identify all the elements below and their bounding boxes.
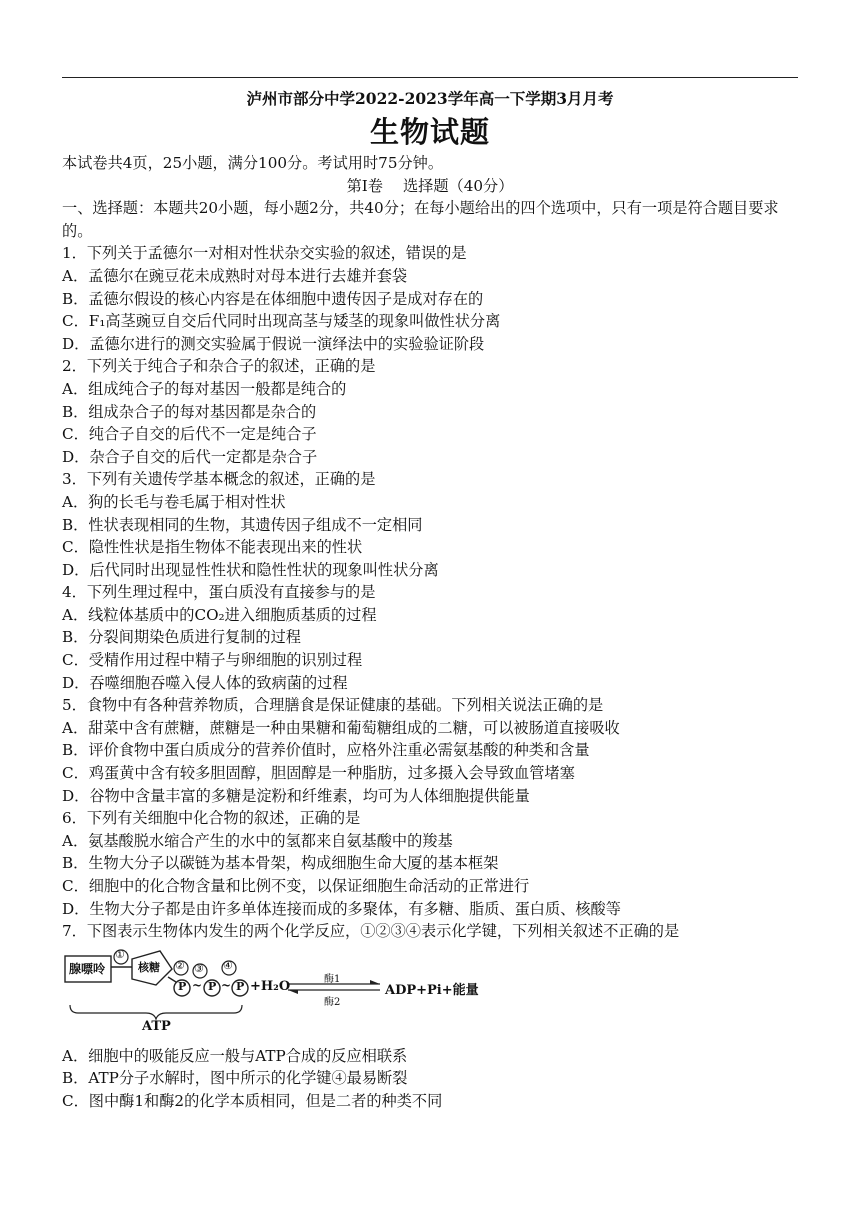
question-6-option-c: C．细胞中的化合物含量和比例不变，以保证细胞生命活动的正常进行	[62, 877, 530, 895]
atp-reaction-figure	[62, 947, 482, 1039]
ribose-label: 核糖	[138, 960, 160, 974]
bond-4-label: ④	[223, 958, 233, 972]
question-5-stem: 5．食物中有各种营养物质，合理膳食是保证健康的基础。下列相关说法正确的是	[62, 696, 604, 715]
atp-brace	[70, 1005, 242, 1019]
part-title: 第I卷 选择题（40分）	[346, 176, 514, 195]
question-2-option-b: B．组成杂合子的每对基因都是杂合的	[62, 402, 317, 421]
question-1-option-a: A．孟德尔在豌豆花未成熟时对母本进行去雄并套袋	[62, 266, 408, 285]
question-1-stem: 1．下列关于孟德尔一对相对性状杂交实验的叙述，错误的是	[62, 244, 467, 263]
question-1-option-c: C．F₁高茎豌豆自交后代同时出现高茎与矮茎的现象叫做性状分离	[62, 312, 501, 331]
question-6-option-a: A．氨基酸脱水缩合产生的水中的氢都来自氨基酸中的羧基	[62, 831, 453, 850]
bond-3-label: ③	[194, 961, 204, 975]
question-1-option-d: D．孟德尔进行的测交实验属于假说一演绎法中的实验验证阶段	[62, 334, 485, 353]
phosphate-bond-tilde-1: ~	[192, 977, 203, 992]
question-5-option-b: B．评价食物中蛋白质成分的营养价值时，应格外注重必需氨基酸的种类和含量	[62, 741, 590, 760]
school-line: 泸州市部分中学2022-2023学年高一下学期3月月考	[246, 89, 614, 108]
phosphate-1-label: P	[178, 979, 187, 993]
question-1-option-b: B．孟德尔假设的核心内容是在体细胞中遗传因子是成对存在的	[62, 289, 484, 308]
ribose-phosphate-link	[168, 977, 176, 982]
question-5-option-c: C．鸡蛋黄中含有较多胆固醇，胆固醇是一种脂肪，过多摄入会导致血管堵塞	[62, 764, 575, 783]
question-3-option-c: C．隐性性状是指生物体不能表现出来的性状	[62, 538, 363, 557]
question-4-option-a: A．线粒体基质中的CO₂进入细胞质基质的过程	[62, 605, 377, 624]
enzyme-1-label: 酶1	[324, 973, 341, 985]
water-label: +H₂O	[250, 978, 291, 994]
question-5-option-d: D．谷物中含量丰富的多糖是淀粉和纤维素，均可为人体细胞提供能量	[62, 786, 530, 805]
question-3-option-a: A．狗的长毛与卷毛属于相对性状	[62, 492, 286, 511]
question-3-option-d: D．后代同时出现显性性状和隐性性状的现象叫性状分离	[62, 560, 439, 579]
question-7-stem: 7．下图表示生物体内发生的两个化学反应，①②③④表示化学键，下列相关叙述不正确的是	[62, 922, 680, 941]
exam-intro: 本试卷共4页，25小题，满分100分。考试用时75分钟。	[62, 154, 444, 172]
enzyme-2-label: 酶2	[324, 996, 341, 1008]
question-4-stem: 4．下列生理过程中，蛋白质没有直接参与的是	[62, 583, 376, 602]
question-4-option-c: C．受精作用过程中精子与卵细胞的识别过程	[62, 651, 363, 670]
question-6-stem: 6．下列有关细胞中化合物的叙述，正确的是	[62, 809, 361, 828]
question-7-option-b: B．ATP分子水解时，图中所示的化学键④最易断裂	[62, 1069, 408, 1088]
phosphate-2-label: P	[208, 979, 217, 993]
products-label: ADP+Pi+能量	[385, 982, 479, 998]
question-2-option-d: D．杂合子自交的后代一定都是杂合子	[62, 447, 318, 466]
phosphate-bond-tilde-2: ~	[221, 977, 232, 992]
atp-label: ATP	[142, 1018, 171, 1034]
question-2-stem: 2．下列关于纯合子和杂合子的叙述，正确的是	[62, 357, 376, 376]
question-6-option-b: B．生物大分子以碳链为基本骨架，构成细胞生命大厦的基本框架	[62, 854, 499, 873]
question-3-stem: 3．下列有关遗传学基本概念的叙述，正确的是	[62, 470, 376, 489]
question-2-option-c: C．纯合子自交的后代不一定是纯合子	[62, 425, 317, 444]
header-rule	[62, 77, 798, 78]
adenine-label: 腺嘌呤	[69, 961, 106, 976]
section-instructions: 一、选择题：本题共20小题，每小题2分，共40分；在每小题给出的四个选项中，只有一项是符合题目要求的。	[62, 199, 779, 240]
phosphate-3-label: P	[236, 979, 245, 993]
exam-title: 生物试题	[369, 115, 490, 149]
question-6-option-d: D．生物大分子都是由许多单体连接而成的多聚体，有多糖、脂质、蛋白质、核酸等	[62, 899, 621, 918]
bond-2-label: ②	[175, 958, 185, 972]
exam-page	[62, 88, 798, 1113]
question-4-option-d: D．吞噬细胞吞噬入侵人体的致病菌的过程	[62, 673, 348, 692]
question-3-option-b: B．性状表现相同的生物，其遗传因子组成不一定相同	[62, 515, 423, 534]
question-2-option-a: A．组成纯合子的每对基因一般都是纯合的	[62, 379, 347, 398]
question-7-option-c: C．图中酶1和酶2的化学本质相同，但是二者的种类不同	[62, 1091, 443, 1110]
question-4-option-b: B．分裂间期染色质进行复制的过程	[62, 628, 301, 647]
bond-1-label: ①	[115, 947, 125, 961]
forward-arrow-head	[370, 980, 380, 984]
question-5-option-a: A．甜菜中含有蔗糖，蔗糖是一种由果糖和葡萄糖组成的二糖，可以被肠道直接吸收	[62, 718, 620, 737]
question-7-option-a: A．细胞中的吸能反应一般与ATP合成的反应相联系	[62, 1046, 408, 1065]
